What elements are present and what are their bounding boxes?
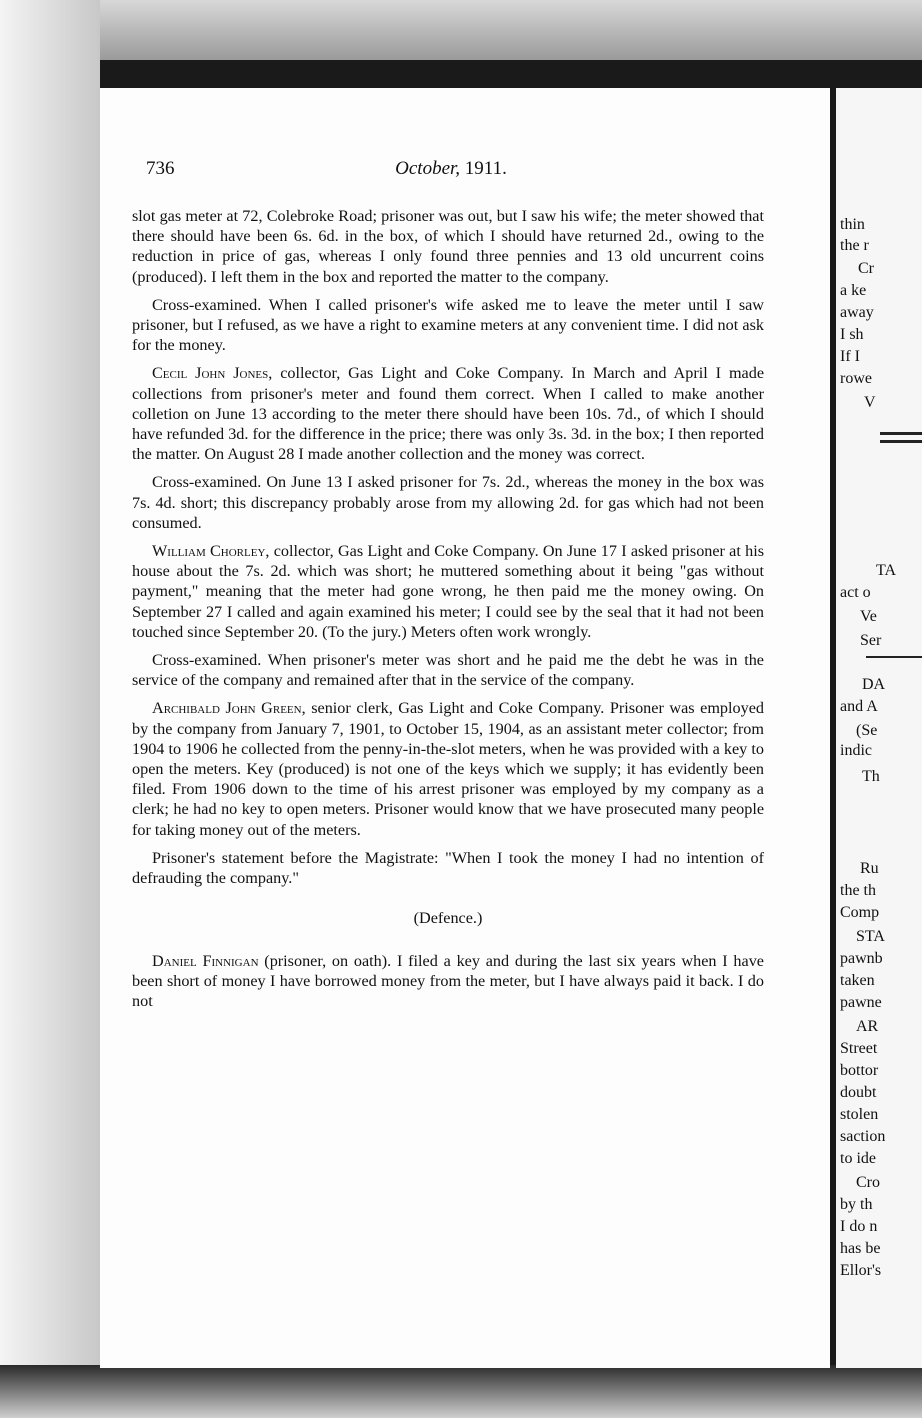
fragment-line: AR: [856, 1018, 879, 1035]
fragment-line: Ser: [860, 632, 882, 649]
adjacent-page-fragment: [836, 88, 922, 1368]
fragment-line: doubt: [840, 1084, 877, 1101]
fragment-line: away: [840, 304, 874, 321]
witness-paragraph: [132, 363, 764, 464]
fragment-line: Cro: [856, 1174, 880, 1191]
fragment-line: act o: [840, 584, 871, 601]
defendant-name: Daniel Finnigan: [152, 951, 259, 970]
witness-paragraph: [132, 541, 764, 642]
fragment-line: I sh: [840, 326, 864, 343]
fragment-line: indic: [840, 742, 872, 759]
fragment-line: V: [864, 394, 876, 411]
document-page: [100, 88, 830, 1368]
witness-name: William Chorley: [152, 542, 266, 561]
section-rule: [880, 432, 922, 435]
witness-paragraph: [132, 650, 764, 690]
fragment-line: Street: [840, 1040, 878, 1057]
witness-text: , collector, Gas Light and Coke Company. In March and April I made collections from prisoner's meter and found them correct. When I called to make another colletion on June 13 according to the meter there should have been 10s. 7d., of which I should have refunded 3d. for the difference in the price; there was only 3s. 3d. in the box; I then reported the matter. On August 28 I made another collection and the money was correct.: [132, 364, 765, 464]
paragraph: slot gas meter at 72, Colebroke Road; prisoner was out, but I saw his wife; the meter showed that there should have been 6s. 6d. in the box, of which I should have returned 2d., owing to the reduction in price of gas, whereas I only found three pennies and 13 old uncurrent coins (produced). I left them in the box and reported the matter to the company.: [132, 207, 764, 286]
witness-paragraph: [132, 698, 764, 839]
fragment-line: taken: [840, 972, 875, 989]
fragment-line: Th: [862, 768, 880, 785]
paragraph: Cross-examined. When I called prisoner's wife asked me to leave the meter until I saw prisoner, but I refused, as we have a right to examine meters at any convenient time. I did not ask for the money.: [132, 295, 764, 355]
witness-text: , senior clerk, Gas Light and Coke Company. Prisoner was employed by the company from January 7, 1901, to October 15, 1904, as an assistant meter collector; from 1904 to 1906 he collected from the penny-in-the-slot meters, when he was provided with a key to open the meters. Key (produced) is not one of the keys which we supply; it has evidently been filed. From 1906 down to the time of his arrest prisoner was employed by my company as a clerk; he had no key to open meters. Prisoner would know that we have prosecuted many people for taking money out of the meters.: [132, 699, 764, 839]
fragment-line: rowe: [840, 370, 872, 387]
fragment-line: pawnb: [840, 950, 883, 967]
page-number: 736: [146, 158, 175, 179]
fragment-line: DA: [862, 676, 886, 693]
section-rule: [880, 440, 922, 443]
defence-paragraph: [132, 951, 764, 1012]
defence-heading: (Defence.): [413, 909, 483, 928]
fragment-line: STA: [856, 928, 885, 945]
fragment-line: to ide: [840, 1150, 876, 1167]
fragment-line: pawne: [840, 994, 882, 1011]
defence-text: (prisoner, on oath). I filed a key and during the last six years when I have been short of money I have borrowed money from the meter, but I have always paid it back. I do not: [132, 951, 764, 1010]
fragment-line: the r: [840, 237, 869, 254]
witness-text: Cross-examined. On June 13 I asked prisoner for 7s. 2d., whereas the money in the box was 7s. 4d. short; this discrepancy probably arose from my allowing 2d. for gas which had not been consumed.: [132, 473, 764, 532]
witness-name: Cecil John Jones: [152, 364, 269, 383]
witness-paragraph: [132, 848, 764, 888]
fragment-line: If I: [840, 348, 860, 365]
witness-name: Archibald John Green: [152, 699, 302, 718]
section-rule: [866, 656, 922, 658]
body-text: [132, 206, 764, 1019]
scan-left-margin: [0, 0, 100, 1418]
header-month: October,: [395, 158, 461, 179]
fragment-line: I do n: [840, 1218, 878, 1235]
fragment-line: has be: [840, 1240, 881, 1257]
fragment-line: Ellor's: [840, 1262, 882, 1279]
page-date: [146, 158, 756, 180]
fragment-line: TA: [876, 562, 897, 579]
fragment-line: Comp: [840, 904, 880, 921]
fragment-line: thin: [840, 216, 865, 233]
fragment-line: the th: [840, 882, 876, 899]
scan-bottom-border: [0, 1365, 922, 1418]
header-year: 1911.: [464, 158, 507, 179]
fragment-line: saction: [840, 1128, 886, 1145]
running-header: [146, 158, 756, 188]
fragment-line: Ru: [860, 860, 879, 877]
witness-paragraph: [132, 472, 764, 533]
witness-text: Cross-examined. When prisoner's meter was short and he paid me the debt he was in the service of the company and remained after that in the service of the company.: [132, 651, 764, 690]
fragment-line: (Se: [856, 722, 878, 739]
fragment-line: stolen: [840, 1106, 879, 1123]
fragment-line: bottor: [840, 1062, 879, 1079]
scan-top-border: [0, 0, 922, 60]
witness-text: Prisoner's statement before the Magistrate: "When I took the money I had no intention of defrauding the company.": [132, 848, 764, 888]
witness-text: , collector, Gas Light and Coke Company. On June 17 I asked prisoner at his house about the 7s. 2d. which was short; he muttered something about it being "gas without payment," meaning that the meter had gone wrong, he then paid me the money owing. On September 27 I called and again examined his meter; I could see by the seal that it had not been touched since September 20. (To the jury.) Meters often work wrongly.: [132, 542, 764, 641]
fragment-line: a ke: [840, 282, 867, 299]
fragment-line: by th: [840, 1196, 873, 1213]
fragment-line: and A: [840, 698, 878, 715]
fragment-line: Ve: [860, 608, 877, 625]
fragment-line: Cr: [858, 260, 874, 277]
